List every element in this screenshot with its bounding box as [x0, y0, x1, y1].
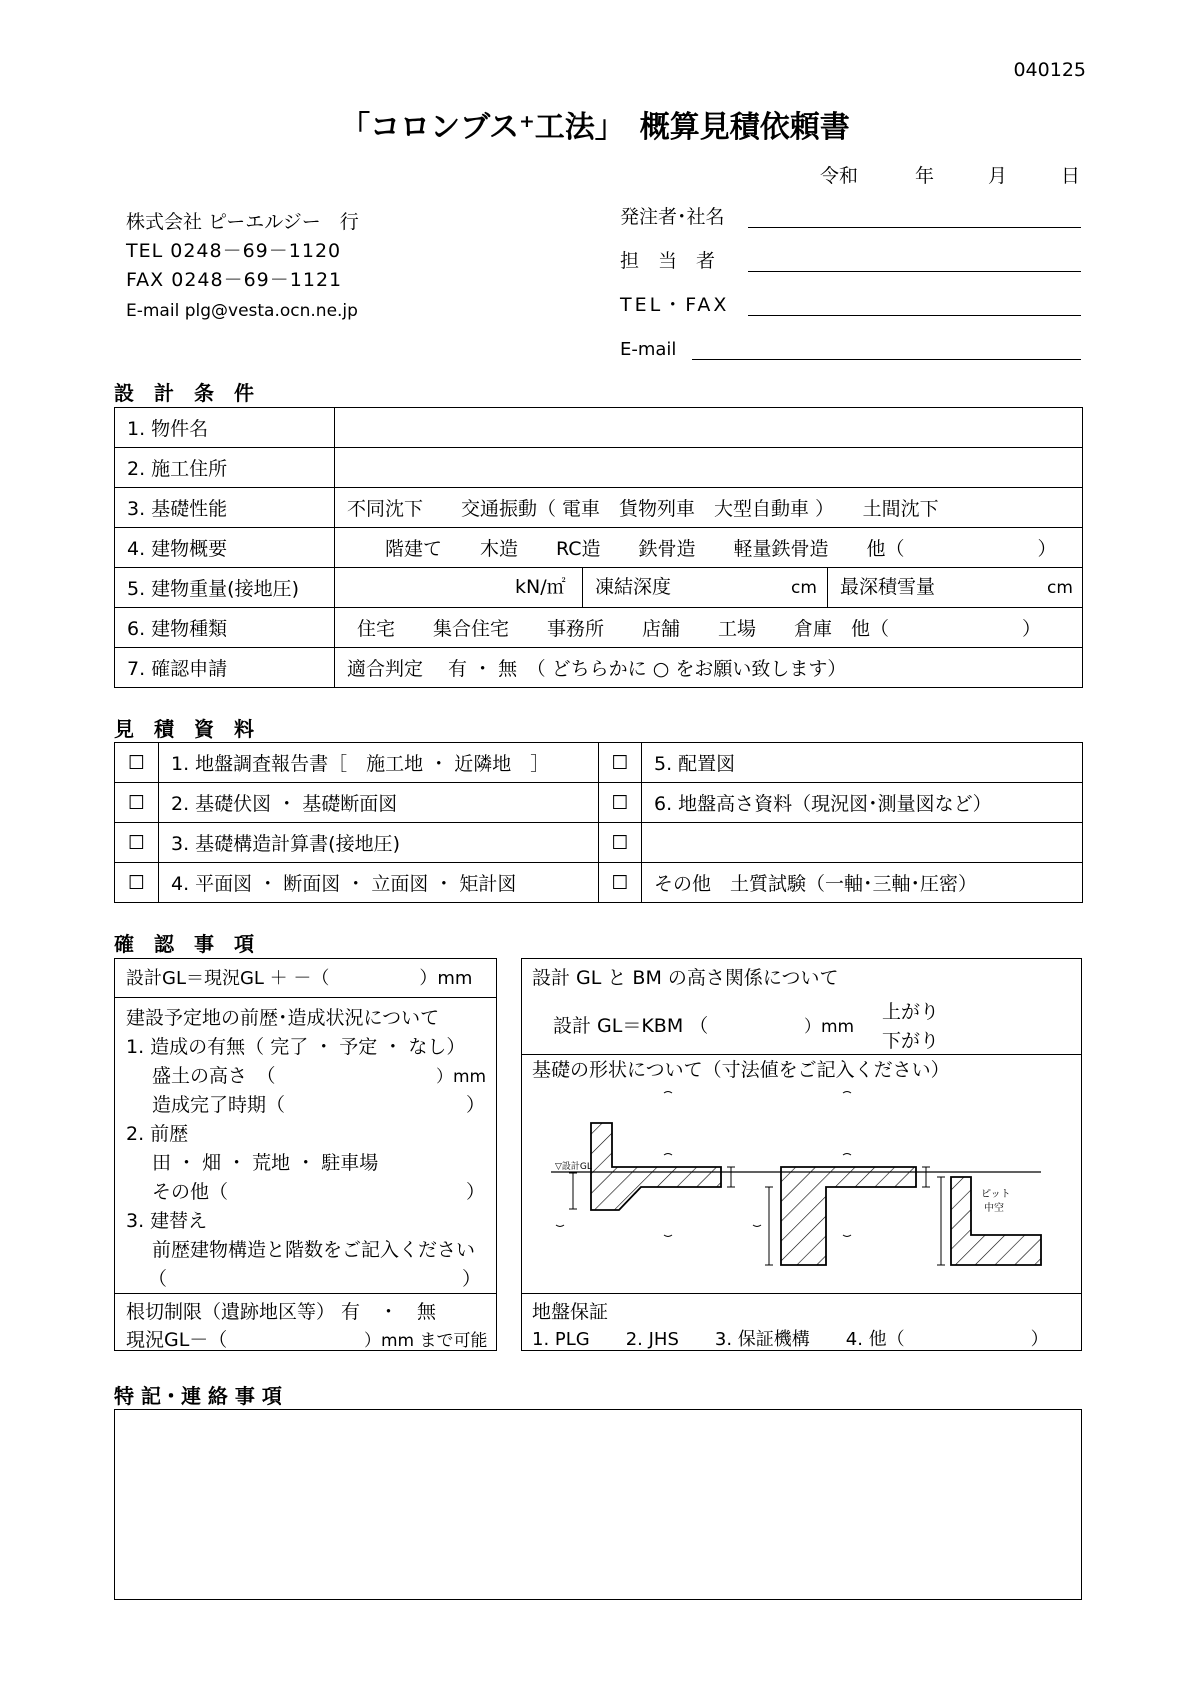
design-conditions-table	[114, 407, 1083, 688]
divider	[521, 1054, 1082, 1055]
material-item: 1. 地盤調査報告書［ 施工地 ・ 近隣地 ］	[159, 743, 599, 783]
shape-title: 基礎の形状について（寸法値をご記入ください）	[532, 1059, 950, 1081]
fill-height-label: 盛土の高さ （	[152, 1065, 276, 1087]
recipient-email: E-mail plg@vesta.ocn.ne.jp	[126, 301, 358, 321]
rebuild-note: 前歴建物構造と階数をご記入ください	[152, 1239, 476, 1261]
orderer-company-label: 発注者･社名	[620, 206, 725, 228]
foundation-shape-diagram	[521, 1085, 1082, 1293]
bm-up-option[interactable]: 上がり	[882, 1001, 940, 1023]
date-month: 月	[988, 165, 1008, 187]
checkbox[interactable]: ☐	[599, 743, 642, 783]
checkbox[interactable]: ☐	[115, 863, 159, 903]
weight-unit: kN/㎡	[515, 576, 566, 598]
building-overview-options[interactable]: 階建て 木造 RC造 鉄骨造 軽量鉄骨造 他（ ）	[335, 528, 1083, 568]
bm-formula[interactable]: 設計 GL＝KBM （	[553, 1015, 709, 1037]
property-name-field[interactable]	[335, 408, 1083, 448]
gl-relation[interactable]: 設計GL＝現況GL ＋ －（ ）mm	[126, 968, 473, 989]
land-other-close: ）	[466, 1181, 486, 1203]
checkbox[interactable]: ☐	[115, 823, 159, 863]
land-type-options[interactable]: 田 ・ 畑 ・ 荒地 ・ 駐車場	[152, 1152, 379, 1174]
recipient-fax: FAX 0248－69－1121	[126, 269, 343, 291]
confirmation-application-options[interactable]: 適合判定 有 ・ 無 （ どちらかに ○ をお願い致します）	[335, 648, 1083, 688]
frost-depth-unit: cm	[791, 578, 817, 598]
history-title: 建設予定地の前歴･造成状況について	[126, 1007, 440, 1029]
rebuild-close: ）	[462, 1268, 482, 1290]
material-item: 3. 基礎構造計算書(接地圧)	[159, 823, 599, 863]
orderer-email-field[interactable]	[692, 359, 1081, 360]
completion-label: 造成完了時期（	[152, 1094, 286, 1116]
pit-label: ピット	[981, 1189, 1011, 1200]
material-item: その他 土質試験（一軸･三軸･圧密）	[642, 863, 1083, 903]
material-item: 2. 基礎伏図 ・ 基礎断面図	[159, 783, 599, 823]
checkbox[interactable]: ☐	[115, 743, 159, 783]
orderer-email-label: E-mail	[620, 339, 677, 360]
material-item: 4. 平面図 ・ 断面図 ・ 立面図 ・ 矩計図	[159, 863, 599, 903]
checkbox[interactable]: ☐	[599, 823, 642, 863]
rebuild-item: 3. 建替え	[126, 1210, 208, 1232]
orderer-company-field[interactable]	[748, 227, 1081, 228]
excavation-depth-end: ）mm まで可能	[364, 1331, 488, 1351]
bm-unit: ）mm	[804, 1017, 855, 1037]
cond-label: 4. 建物概要	[115, 528, 335, 568]
form-id: 040125	[1013, 59, 1086, 81]
recipient-company: 株式会社 ピーエルジー 行	[126, 211, 359, 233]
material-item: 6. 地盤高さ資料（現況図･測量図など）	[642, 783, 1083, 823]
divider	[521, 1293, 1082, 1294]
divider	[582, 568, 583, 608]
construction-address-field[interactable]	[335, 448, 1083, 488]
hollow-label: 中空	[984, 1203, 1004, 1214]
date-year: 年	[915, 165, 935, 187]
notes-field[interactable]	[114, 1409, 1082, 1600]
foundation-shape-2	[781, 1167, 916, 1265]
date-era: 令和	[820, 165, 859, 187]
bm-title: 設計 GL と BM の高さ関係について	[532, 967, 839, 989]
orderer-person-field[interactable]	[748, 271, 1081, 272]
development-status[interactable]: 1. 造成の有無（ 完了 ・ 予定 ・ なし）	[126, 1036, 466, 1058]
excavation-depth-label: 現況GL－（	[126, 1329, 228, 1351]
estimate-materials-table	[114, 742, 1083, 903]
notes-heading: 特 記・連 絡 事 項	[114, 1384, 282, 1408]
completion-close: ）	[466, 1094, 486, 1116]
divider	[114, 997, 497, 998]
checkbox[interactable]: ☐	[599, 783, 642, 823]
cond-label: 2. 施工住所	[115, 448, 335, 488]
material-item: 5. 配置図	[642, 743, 1083, 783]
design-conditions-heading: 設 計 条 件	[114, 381, 254, 405]
recipient-tel: TEL 0248－69－1120	[126, 240, 342, 262]
land-other-label: その他（	[152, 1181, 229, 1203]
orderer-telfax-label: TEL・FAX	[620, 294, 730, 316]
material-item-blank[interactable]	[642, 823, 1083, 863]
cond-label: 1. 物件名	[115, 408, 335, 448]
estimate-materials-heading: 見 積 資 料	[114, 717, 254, 741]
building-type-options[interactable]: 住宅 集合住宅 事務所 店舗 工場 倉庫 他（ ）	[335, 608, 1083, 648]
history-item: 2. 前歴	[126, 1123, 189, 1145]
cond-label: 3. 基礎性能	[115, 488, 335, 528]
excavation-limit[interactable]: 根切制限（遺跡地区等） 有 ・ 無	[126, 1301, 437, 1323]
orderer-person-label: 担 当 者	[620, 250, 716, 272]
snow-depth-label: 最深積雪量	[840, 576, 936, 598]
orderer-telfax-field[interactable]	[748, 315, 1081, 316]
page-title: 「コロンブス⁺工法」 概算見積依頼書	[340, 110, 850, 145]
snow-depth-unit: cm	[1047, 578, 1073, 598]
guarantee-options[interactable]: 1. PLG 2. JHS 3. 保証機構 4. 他（ ）	[532, 1329, 1049, 1350]
cond-label: 7. 確認申請	[115, 648, 335, 688]
divider	[114, 1293, 497, 1294]
fill-height-unit: ）mm	[436, 1067, 487, 1087]
gl-mark: ▽設計GL	[555, 1162, 592, 1172]
confirmation-heading: 確 認 事 項	[114, 932, 254, 956]
foundation-shape-1	[591, 1123, 721, 1210]
guarantee-title: 地盤保証	[532, 1301, 609, 1323]
bm-down-option[interactable]: 下がり	[882, 1030, 940, 1052]
cond-label: 5. 建物重量(接地圧)	[115, 568, 335, 608]
frost-depth-label: 凍結深度	[595, 576, 672, 598]
checkbox[interactable]: ☐	[599, 863, 642, 903]
building-weight-cell[interactable]	[335, 568, 1083, 608]
checkbox[interactable]: ☐	[115, 783, 159, 823]
rebuild-open: （	[148, 1268, 168, 1290]
date-day: 日	[1061, 165, 1081, 187]
divider	[827, 568, 828, 608]
cond-label: 6. 建物種類	[115, 608, 335, 648]
foundation-performance-options[interactable]: 不同沈下 交通振動（ 電車 貨物列車 大型自動車 ） 土間沈下	[335, 488, 1083, 528]
